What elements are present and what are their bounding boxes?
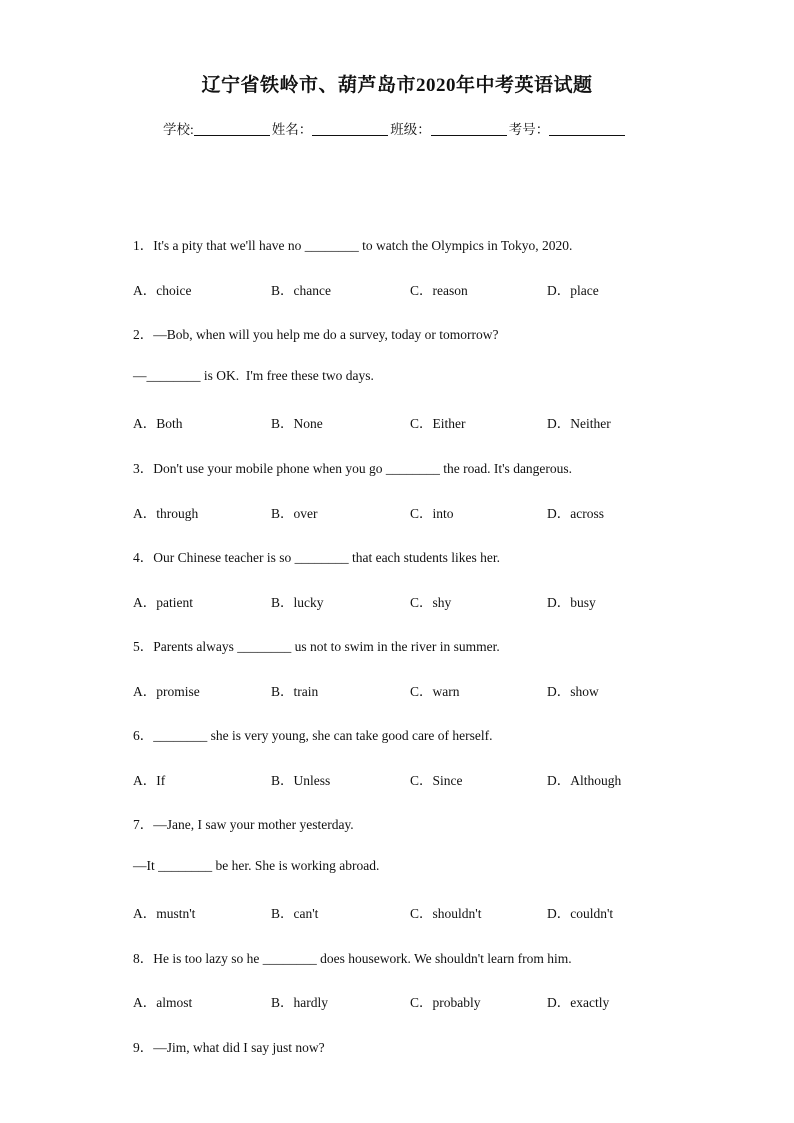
- page-title: 辽宁省铁岭市、葫芦岛市2020年中考英语试题: [201, 75, 593, 96]
- option-c[interactable]: C．reason: [410, 283, 468, 298]
- option-b[interactable]: B．can't: [271, 906, 319, 921]
- option-c[interactable]: C．shouldn't: [410, 906, 482, 921]
- option-b[interactable]: B．None: [271, 416, 323, 431]
- name-label: 姓名：: [271, 122, 313, 137]
- option-d[interactable]: D．couldn't: [547, 906, 614, 921]
- question-7-text: 7．—Jane, I saw your mother yesterday.: [133, 817, 354, 832]
- option-c[interactable]: C．probably: [410, 995, 481, 1010]
- question-2-response: —________ is OK. I'm free these two days.: [133, 368, 374, 383]
- option-a[interactable]: A．almost: [133, 995, 193, 1010]
- option-c[interactable]: C．Since: [410, 773, 463, 788]
- name-blank[interactable]: [312, 122, 388, 136]
- class-blank[interactable]: [431, 122, 507, 136]
- school-blank[interactable]: [194, 122, 270, 136]
- student-info-line: [163, 118, 627, 138]
- question-5-text: 5．Parents always ________ us not to swim in the river in summer.: [133, 639, 500, 654]
- name-field: [272, 118, 391, 138]
- option-a[interactable]: A．promise: [133, 684, 200, 699]
- question-6-options: [133, 769, 693, 787]
- option-c[interactable]: C．Either: [410, 416, 466, 431]
- question-5-options: [133, 680, 693, 698]
- question-1-text: 1．It's a pity that we'll have no ________ to watch the Olympics in Tokyo, 2020.: [133, 238, 573, 253]
- question-1-options: [133, 279, 693, 297]
- option-d[interactable]: D．across: [547, 506, 604, 521]
- option-b[interactable]: B．hardly: [271, 995, 328, 1010]
- question-6-text: 6．________ she is very young, she can take good care of herself.: [133, 728, 493, 743]
- option-b[interactable]: B．Unless: [271, 773, 331, 788]
- question-4-options: [133, 591, 693, 609]
- question-2-options: [133, 412, 693, 430]
- school-label: 学校:: [163, 122, 194, 137]
- option-d[interactable]: D．busy: [547, 595, 596, 610]
- option-d[interactable]: D．place: [547, 283, 599, 298]
- question-9-text: 9．—Jim, what did I say just now?: [133, 1040, 325, 1055]
- question-7-response: —It ________ be her. She is working abroad.: [133, 858, 380, 873]
- question-8-options: [133, 991, 693, 1009]
- option-b[interactable]: B．chance: [271, 283, 331, 298]
- question-8-text: 8．He is too lazy so he ________ does housework. We shouldn't learn from him.: [133, 951, 572, 966]
- school-field: [163, 118, 272, 138]
- option-c[interactable]: C．shy: [410, 595, 452, 610]
- option-c[interactable]: C．warn: [410, 684, 460, 699]
- option-a[interactable]: A．choice: [133, 283, 192, 298]
- option-b[interactable]: B．lucky: [271, 595, 324, 610]
- option-d[interactable]: D．exactly: [547, 995, 610, 1010]
- option-b[interactable]: B．train: [271, 684, 319, 699]
- option-d[interactable]: D．Although: [547, 773, 622, 788]
- class-field: [390, 118, 509, 138]
- question-3-options: [133, 502, 693, 520]
- exam-number-label: 考号：: [508, 122, 550, 137]
- question-2-text: 2．—Bob, when will you help me do a survey, today or tomorrow?: [133, 327, 499, 342]
- option-b[interactable]: B．over: [271, 506, 318, 521]
- question-7-options: [133, 902, 693, 920]
- option-d[interactable]: D．Neither: [547, 416, 611, 431]
- option-c[interactable]: C．into: [410, 506, 454, 521]
- option-d[interactable]: D．show: [547, 684, 599, 699]
- class-label: 班级：: [390, 122, 431, 137]
- option-a[interactable]: A．If: [133, 773, 166, 788]
- option-a[interactable]: A．mustn't: [133, 906, 196, 921]
- exam-number-field: [509, 118, 628, 138]
- exam-number-blank[interactable]: [549, 122, 625, 136]
- question-4-text: 4．Our Chinese teacher is so ________ that each students likes her.: [133, 550, 501, 565]
- option-a[interactable]: A．patient: [133, 595, 193, 610]
- option-a[interactable]: A．Both: [133, 416, 183, 431]
- question-3-text: 3．Don't use your mobile phone when you go ________ the road. It's dangerous.: [133, 461, 573, 476]
- option-a[interactable]: A．through: [133, 506, 199, 521]
